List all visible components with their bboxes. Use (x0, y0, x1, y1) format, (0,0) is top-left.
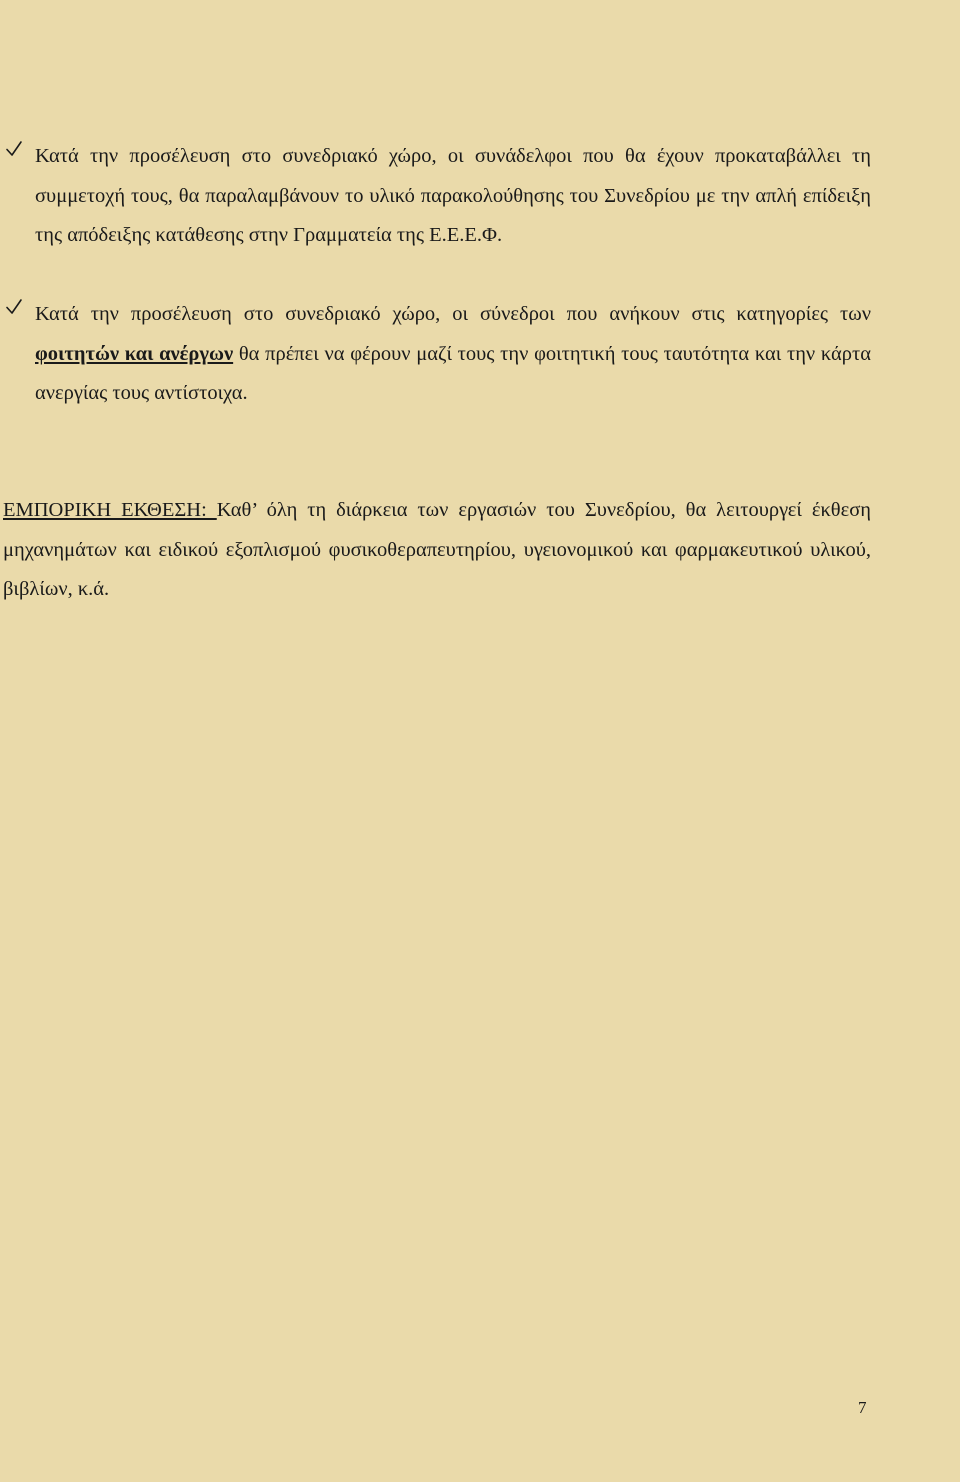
exhibition-heading: ΕΜΠΟΡΙΚΗ ΕΚΘΕΣΗ: (3, 499, 217, 521)
checkmark-icon (4, 297, 24, 317)
bullet-emphasis: φοιτητών και ανέργων (35, 342, 234, 365)
bullet-text: Κατά την προσέλευση στο συνεδριακό χώρο, οι συνάδελφοι που θα έχουν προκαταβάλλει τη συμμετοχή τους, θα παραλαμβάνουν το υλικό παρακολούθησης του Συνεδρίου με την απλή επίδειξη της απόδειξης κατάθεσης στην Γραμματεία της Ε.Ε.Ε.Φ. (35, 145, 871, 246)
bullet-text (35, 295, 871, 414)
exhibition-text: Καθ’ όλη τη διάρκεια των εργασιών του Συνεδρίου, θα λειτουργεί έκθεση μηχανημάτων και ειδικού εξοπλισμού φυσικοθεραπευτηρίου, υγειονομικού και φαρμακευτικού υλικού, βιβλίων, κ.ά. (3, 499, 871, 600)
checkmark-icon (4, 139, 24, 159)
page-number: 7 (858, 1398, 867, 1417)
bullet-text-after: θα πρέπει να φέρουν μαζί τους την φοιτητική τους ταυτότητα και την κάρτα ανεργίας τους αντίστοιχα. (35, 342, 871, 404)
exhibition-paragraph (3, 491, 871, 610)
bullet-text-before: Κατά την προσέλευση στο συνεδριακό χώρο, οι σύνεδροι που ανήκουν στις κατηγορίες των (35, 303, 871, 325)
